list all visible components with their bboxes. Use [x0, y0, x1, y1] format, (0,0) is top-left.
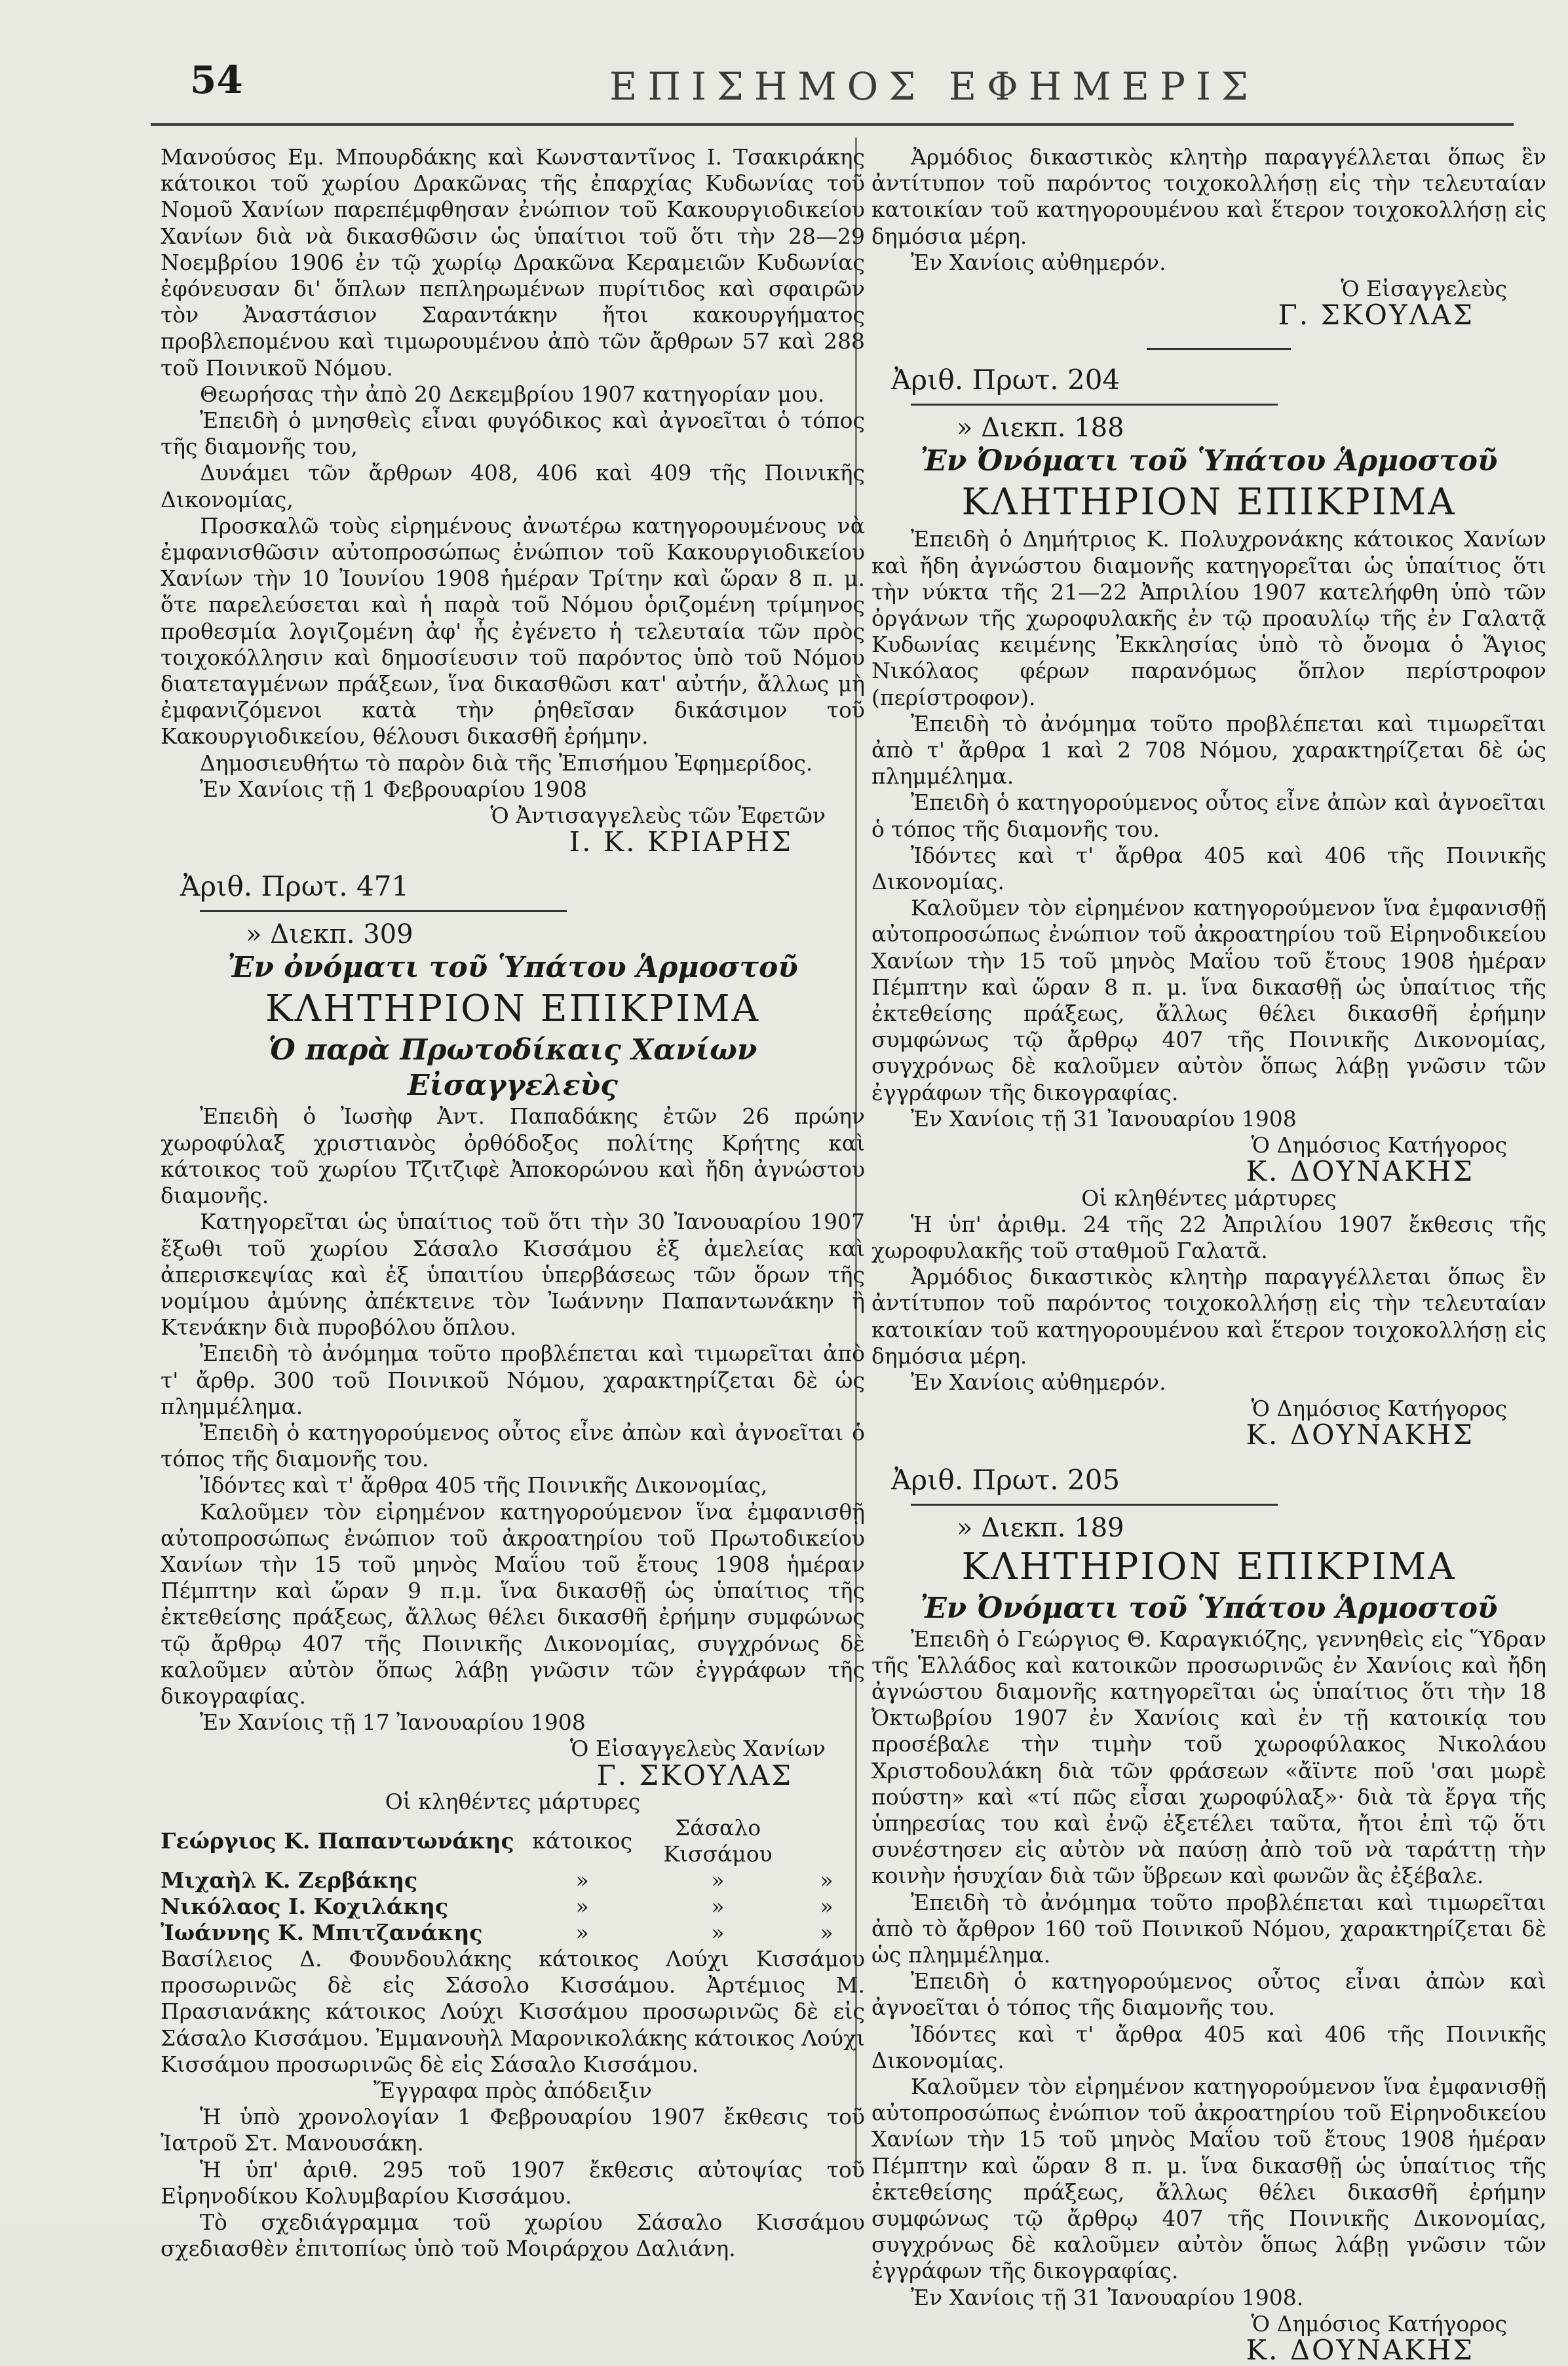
separator-rule	[1147, 348, 1291, 350]
signature-title: Ὁ Δημόσιος Κατήγορος	[1251, 2310, 1507, 2337]
signature-title: Ὁ Δημόσιος Κατήγορος	[1251, 1132, 1507, 1158]
protocol-number: Ἀριθ. Πρωτ. 205	[891, 1463, 1120, 1496]
date-line: Ἐν Χανίοις τῇ 1 Φεβρουαρίου 1908	[200, 776, 587, 802]
page-header	[124, 58, 1533, 130]
summons-paragraph: Προσκαλῶ τοὺς εἰρημένους ἀνωτέρω κατηγορουμένους νὰ ἐμφανισθῶσιν αὐτοπροσώπως ἐνώπιον τοῦ Κακουργιοδικείου Χανίων τὴν 10 Ἰουνίου 1908 ἡμέραν Τρίτην καὶ ὥραν 8 π. μ. ὅτε παρελεύσεται καὶ ἡ παρὰ τοῦ Νόμου ὁριζομένη τρίμηνος προθεσμία λογιζομένη ἀφ' ἧς ἐγένετο ἡ τελευταία τῶν πρὸς τοιχοκόλλησιν καὶ δημοσίευσιν τοῦ παρόντος ὑπὸ τοῦ Νόμου διατεταγμένων πράξεων, ἵνα δικασθῶσι κατ' αὐτήν, ἄλλως μὴ ἐμφανιζόμενοι κατὰ τὴν ῥηθεῖσαν δικάσιμον τοῦ Κακουργιοδικείου, θέλουσι δικασθῆ ἐρήμην.	[161, 512, 865, 750]
notice-title: ΚΛΗΤΗΡΙΟΝ ΕΠΙΚΡΙΜΑ	[961, 481, 1457, 524]
witness-list	[161, 1815, 865, 1946]
separator-rule	[200, 910, 567, 912]
invocation-heading: Ἐν Ὀνόματι τοῦ Ὑπάτου Ἁρμοστοῦ	[920, 1591, 1498, 1625]
issuer-heading: Ὁ παρὰ Πρωτοδίκαις Χανίων Εἰσαγγελεὺς	[268, 1033, 757, 1103]
document-item: Ἡ ὑπὸ χρονολογίαν 1 Φεβρουαρίου 1907 ἔκθεσις τοῦ Ἰατροῦ Στ. Μανουσάκη.	[161, 2104, 865, 2156]
notice-paragraph: Ἐπειδὴ τὸ ἀνόμημα τοῦτο προβλέπεται καὶ τιμωρεῖται ἀπὸ τὸ ἄρθρον 160 τοῦ Ποινικοῦ Νόμου, χαρακτηρίζεται δὲ ὡς πλημμέλημα.	[871, 1889, 1546, 1968]
left-column	[161, 144, 865, 2262]
notice-paragraph: Ἀρμόδιος δικαστικὸς κλητὴρ παραγγέλλεται ὅπως ἓν ἀντίτυπον τοῦ παρόντος τοιχοκολλήσῃ εἰς τὴν τελευταίαν κατοικίαν τοῦ κατηγορουμένου καὶ ἕτερον τοιχοκολλήσῃ εἰς δημόσια μέρη.	[871, 144, 1546, 249]
dispatch-number: » Διεκπ. 309	[246, 919, 413, 950]
notice-paragraph: Ἐπειδὴ ὁ Ἰωσὴφ Ἀντ. Παπαδάκης ἐτῶν 26 πρώην χωροφύλαξ χριστιανὸς ὀρθόδοξος πολίτης Κρήτης καὶ κάτοικος τοῦ χωρίου Τζιτζιφὲ Ἀποκορώνου καὶ ἤδη ἀγνώστου διαμονῆς.	[161, 1103, 865, 1209]
list-item: Νικόλαος Ι. Κοχιλάκης » » »	[161, 1893, 833, 1919]
witness-paragraph: Βασίλειος Δ. Φουνδουλάκης κάτοικος Λούχι Κισσάμου προσωρινῶς δὲ εἰς Σάσολο Κισσάμου. Ἀρτέμιος Μ. Πρασιανάκης κάτοικος Λούχι Κισσάμου προσωρινῶς δὲ εἰς Σάσαλο Κισσάμου. Ἐμμανουὴλ Μαρονικολάκης κάτοικος Λούχι Κισσάμου προσωρινῶς δὲ εἰς Σάσαλο Κισσάμου.	[161, 1945, 866, 2077]
signature-title: Ὁ Δημόσιος Κατήγορος	[1251, 1396, 1507, 1422]
signature-name: Γ. ΣΚΟΥΛΑΣ	[596, 1759, 793, 1791]
date-line: Ἐν Χανίοις τῇ 17 Ἰανουαρίου 1908	[200, 1709, 586, 1736]
summons-paragraph: Δυνάμει τῶν ἄρθρων 408, 406 καὶ 409 τῆς Ποινικῆς Δικονομίας,	[161, 460, 865, 512]
notice-paragraph: Ἰδόντες καὶ τ' ἄρθρα 405 καὶ 406 τῆς Ποινικῆς Δικονομίας.	[871, 2021, 1546, 2073]
notice-title: ΚΛΗΤΗΡΙΟΝ ΕΠΙΚΡΙΜΑ	[961, 1545, 1457, 1588]
signature-name: Κ. ΔΟΥΝΑΚΗΣ	[1246, 2334, 1474, 2366]
summons-paragraph: Μανούσος Εμ. Μπουρδάκης καὶ Κωνσταντῖνος Ι. Τσακιράκης κάτοικοι τοῦ χωρίου Δρακῶνας τῆς ἐπαρχίας Κυδωνίας τοῦ Νομοῦ Χανίων παρεπέμφθησαν ἐνώπιον τοῦ Κακουργιοδικείου Χανίων διὰ νὰ δικασθῶσιν ὡς ὑπαίτιοι τοῦ ὅτι τὴν 28—29 Νοεμβρίου 1906 ἐν τῷ χωρίῳ Δρακῶνα Κεραμειῶν Κυδωνίας ἐφόνευσαν δι' ὅπλων πεπληρωμένων πυρίτιδος καὶ σφαιρῶν τὸν Ἀναστάσιον Σαραντάκην ἤτοι κακουργήματος προβλεπομένου καὶ τιμωρουμένου ἀπὸ τῶν ἄρθρων 57 καὶ 288 τοῦ Ποινικοῦ Νόμου.	[161, 144, 865, 381]
notice-paragraph: Ἰδόντες καὶ τ' ἄρθρα 405 τῆς Ποινικῆς Δικονομίας,	[200, 1472, 768, 1498]
notice-paragraph: Ἐπειδὴ ὁ κατηγορούμενος οὗτος εἶνε ἀπὼν καὶ ἀγνοεῖται ὁ τόπος τῆς διαμονῆς του.	[161, 1419, 865, 1472]
signature-title: Ὁ Εἰσαγγελεὺς Χανίων	[569, 1736, 826, 1762]
header-rule	[151, 123, 1514, 126]
separator-rule	[911, 404, 1278, 406]
notice-paragraph: Ἀρμόδιος δικαστικὸς κλητὴρ παραγγέλλεται ὅπως ἓν ἀντίτυπον τοῦ παρόντος τοιχοκολλήσῃ εἰς τὴν τελευταίαν κατοικίαν τοῦ κατηγορουμένου καὶ ἕτερον τοιχοκολλήσῃ εἰς δημόσια μέρη.	[871, 1264, 1546, 1369]
date-line: Ἐν Χανίοις τῇ 31 Ἰανουαρίου 1908.	[911, 2284, 1304, 2310]
signature-title: Ὁ Ἀντισαγγελεὺς τῶν Ἐφετῶν	[490, 803, 826, 829]
signature-name: Κ. ΔΟΥΝΑΚΗΣ	[1246, 1419, 1474, 1451]
invocation-heading: Ἐν ὀνόματι τοῦ Ὑπάτου Ἁρμοστοῦ	[227, 951, 798, 985]
right-column	[871, 144, 1546, 2366]
documents-heading: Ἔγγραφα πρὸς ἀπόδειξιν	[373, 2077, 653, 2103]
document-item: Τὸ σχεδιάγραμμα τοῦ χωρίου Σάσαλο Κισσάμου σχεδιασθὲν ἐπιτοπίως ὑπὸ τοῦ Μοιράρχου Δαλιάνη.	[161, 2209, 865, 2262]
separator-rule	[911, 1504, 1278, 1506]
date-line: Ἐν Χανίοις τῇ 31 Ἰανουαρίου 1908	[911, 1105, 1297, 1132]
notice-paragraph: Ἐπειδὴ τὸ ἀνόμημα τοῦτο προβλέπεται καὶ τιμωρεῖται ἀπὸ τ' ἄρθρα 1 καὶ 2 708 Νόμου, χαρακτηρίζεται δὲ ὡς πλημμέλημα.	[871, 710, 1546, 790]
protocol-number: Ἀριθ. Πρωτ. 204	[891, 364, 1120, 396]
notice-paragraph: Καλοῦμεν τὸν εἰρημένον κατηγορούμενον ἵνα ἐμφανισθῇ αὐτοπροσώπως ἐνώπιον τοῦ ἀκροατηρίου τοῦ Πρωτοδικείου Χανίων τὴν 15 τοῦ μηνὸς Μαΐου τοῦ ἔτους 1908 ἡμέραν Πέμπτην καὶ ὥραν 9 π.μ. ἵνα δικασθῇ ὡς ὑπαίτιος τῆς ἐκτεθείσης πράξεως, ἄλλως θέλει δικασθῆ ἐρήμην συμφώνως τῷ ἄρθρῳ 407 τῆς Ποινικῆς Δικονομίας, συγχρόνως δὲ καλοῦμεν αὐτὸν ὅπως λάβῃ γνῶσιν τῶν ἐγγράφων τῆς δικογραφίας.	[161, 1498, 865, 1709]
list-item: Ἰωάννης Κ. Μπιτζανάκης » » »	[161, 1919, 833, 1945]
signature-name: Κ. ΔΟΥΝΑΚΗΣ	[1246, 1155, 1474, 1188]
invocation-heading: Ἐν Ὀνόματι τοῦ Ὑπάτου Ἁρμοστοῦ	[920, 444, 1498, 478]
dispatch-number: » Διεκπ. 189	[957, 1512, 1124, 1543]
date-line: Ἐν Χανίοις αὐθημερόν.	[911, 249, 1166, 275]
notice-title: ΚΛΗΤΗΡΙΟΝ ΕΠΙΚΡΙΜΑ	[265, 987, 761, 1031]
summons-paragraph: Δημοσιευθήτω τὸ παρὸν διὰ τῆς Ἐπισήμου Ἐφημερίδος.	[200, 750, 813, 776]
notice-paragraph: Καλοῦμεν τὸν εἰρημένον κατηγορούμενον ἵνα ἐμφανισθῇ αὐτοπροσώπως ἐνώπιον τοῦ ἀκροατηρίου τοῦ Εἰρηνοδικείου Χανίων τὴν 15 τοῦ μηνὸς Μαΐου τοῦ ἔτους 1908 ἡμέραν Πέμπτην καὶ ὥραν 8 π. μ. ἵνα δικασθῇ ὡς ὑπαίτιος τῆς ἐκτεθείσης πράξεως, ἄλλως θέλει δικασθῆ ἐρήμην συμφώνως τῷ ἄρθρῳ 407 τῆς Ποινικῆς Δικονομίας, συγχρόνως δὲ καλοῦμεν αὐτὸν ὅπως λάβῃ γνῶσιν τῶν ἐγγράφων τῆς δικογραφίας.	[871, 2073, 1546, 2284]
summons-paragraph: Θεωρήσας τὴν ἀπὸ 20 Δεκεμβρίου 1907 κατηγορίαν μου.	[200, 381, 825, 407]
notice-paragraph: Ἐπειδὴ ὁ Δημήτριος Κ. Πολυχρονάκης κάτοικος Χανίων καὶ ἤδη ἀγνώστου διαμονῆς κατηγορεῖται ὡς ὑπαίτιος ὅτι τὴν νύκτα τῆς 21—22 Ἀπριλίου 1907 κατελήφθη ὑπὸ τῶν ὀργάνων τῆς χωροφυλακῆς ἐν τῷ προαυλίῳ τῆς ἐν Γαλατᾷ Κυδωνίας κειμένης Ἐκκλησίας ὑπὸ τὸ ὄνομα ὁ Ἅγιος Νικόλαος φέρων παρανόμως ὅπλον περίστροφον (περίστροφον).	[871, 526, 1546, 710]
document-item: Ἡ ὑπ' ἀριθ. 295 τοῦ 1907 ἔκθεσις αὐτοψίας τοῦ Εἰρηνοδίκου Κολυμβαρίου Κισσάμου.	[161, 2156, 865, 2209]
notice-paragraph: Ἡ ὑπ' ἀριθμ. 24 τῆς 22 Ἀπριλίου 1907 ἔκθεσις τῆς χωροφυλακῆς τοῦ σταθμοῦ Γαλατᾶ.	[871, 1211, 1546, 1263]
notice-paragraph: Κατηγορεῖται ὡς ὑπαίτιος τοῦ ὅτι τὴν 30 Ἰανουαρίου 1907 ἔξωθι τοῦ χωρίου Σάσαλο Κισσάμου ἐξ ἀμελείας καὶ ἀπερισκεψίας καὶ ἐξ ὑπαιτίου ὑπερβάσεως τῶν ὅρων τῆς νομίμου ἀμύνης ἀπέκτεινε τὸν Ἰωάννην Παπαντωνάκην ἢ Κτενάκην διὰ πυροβόλου ὅπλου.	[161, 1209, 865, 1341]
list-item: Μιχαὴλ Κ. Ζερβάκης » » »	[161, 1867, 833, 1893]
list-item: Γεώργιος Κ. Παπαντωνάκης κάτοικος Σάσαλο Κισσάμου	[161, 1814, 773, 1867]
witnesses-heading: Οἱ κληθέντες μάρτυρες	[1081, 1185, 1337, 1211]
signature-name: Ι. Κ. ΚΡΙΑΡΗΣ	[569, 826, 793, 858]
page-number: 54	[190, 58, 243, 102]
witnesses-heading: Οἱ κληθέντες μάρτυρες	[385, 1788, 641, 1814]
protocol-number: Ἀριθ. Πρωτ. 471	[180, 870, 410, 903]
signature-title: Ὁ Εἰσαγγελεὺς	[1341, 276, 1507, 302]
notice-paragraph: Ἐπειδὴ τὸ ἀνόμημα τοῦτο προβλέπεται καὶ τιμωρεῖται ἀπὸ τ' ἄρθρ. 300 τοῦ Ποινικοῦ Νόμου, χαρακτηρίζεται δὲ ὡς πλημμέλημα.	[161, 1341, 865, 1419]
masthead-title: ΕΠΙΣΗΜΟΣ ΕΦΗΜΕΡΙΣ	[609, 64, 1259, 109]
summons-paragraph: Ἐπειδὴ ὁ μνησθεὶς εἶναι φυγόδικος καὶ ἀγνοεῖται ὁ τόπος τῆς διαμονῆς του,	[161, 408, 865, 460]
notice-paragraph: Καλοῦμεν τὸν εἰρημένον κατηγορούμενον ἵνα ἐμφανισθῇ αὐτοπροσώπως ἐνώπιον τοῦ ἀκροατηρίου τοῦ Εἰρηνοδικείου Χανίων τὴν 15 τοῦ μηνὸς Μαΐου τοῦ ἔτους 1908 ἡμέραν Πέμπτην καὶ ὥραν 8 π. μ. ἵνα δικασθῇ ὡς ὑπαίτιος τῆς ἐκτεθείσης πράξεως, ἄλλως θέλει δικασθῆ ἐρήμην συμφώνως τῷ ἄρθρῳ 407 τῆς Ποινικῆς Δικονομίας, συγχρόνως δὲ καλοῦμεν αὐτὸν ὅπως λάβῃ γνῶσιν τῶν ἐγγράφων τῆς δικογραφίας.	[871, 895, 1546, 1105]
date-line: Ἐν Χανίοις αὐθημερόν.	[911, 1369, 1166, 1395]
notice-paragraph: Ἰδόντες καὶ τ' ἄρθρα 405 καὶ 406 τῆς Ποινικῆς Δικονομίας.	[871, 842, 1546, 895]
notice-paragraph: Ἐπειδὴ ὁ κατηγορούμενος οὗτος εἶνε ἀπὼν καὶ ἀγνοεῖται ὁ τόπος τῆς διαμονῆς του.	[871, 790, 1546, 842]
dispatch-number: » Διεκπ. 188	[957, 413, 1124, 444]
signature-name: Γ. ΣΚΟΥΛΑΣ	[1278, 299, 1474, 332]
notice-paragraph: Ἐπειδὴ ὁ Γεώργιος Θ. Καραγκιόζης, γεννηθεὶς εἰς Ὕδραν τῆς Ἑλλάδος καὶ κατοικῶν προσωρινῶς ἐν Χανίοις καὶ ἤδη ἀγνώστου διαμονῆς κατηγορεῖται ὡς ὑπαίτιος ὅτι τὴν 18 Ὀκτωβρίου 1907 ἐν Χανίοις καὶ ἐν τῇ κατοικίᾳ του προσέβαλε τὴν τιμὴν τοῦ χωροφύλακος Νικολάου Χριστοδουλάκη διὰ τῶν φράσεων «ἄϊντε ποῦ 'σαι μωρὲ πούστη» καὶ «τί πῶς εἶσαι χωροφύλαξ»· διὰ τὰ ἔργα τῆς ὑπηρεσίας του καὶ ἐνῷ ἐξετέλει ταῦτα, ἤτοι ἐπὶ τῷ ὅτι συνέστησεν εἰς αὐτὸν νὰ παύσῃ ἀπὸ τοῦ νὰ ταράττῃ τὴν κοινὴν ἡσυχίαν διὰ τῶν ὕβρεων καὶ φωνῶν ἃς ἐξέβαλε.	[871, 1626, 1546, 1889]
notice-paragraph: Ἐπειδὴ ὁ κατηγορούμενος οὗτος εἶναι ἀπὼν καὶ ἀγνοεῖται ὁ τόπος τῆς διαμονῆς του.	[871, 1968, 1546, 2021]
